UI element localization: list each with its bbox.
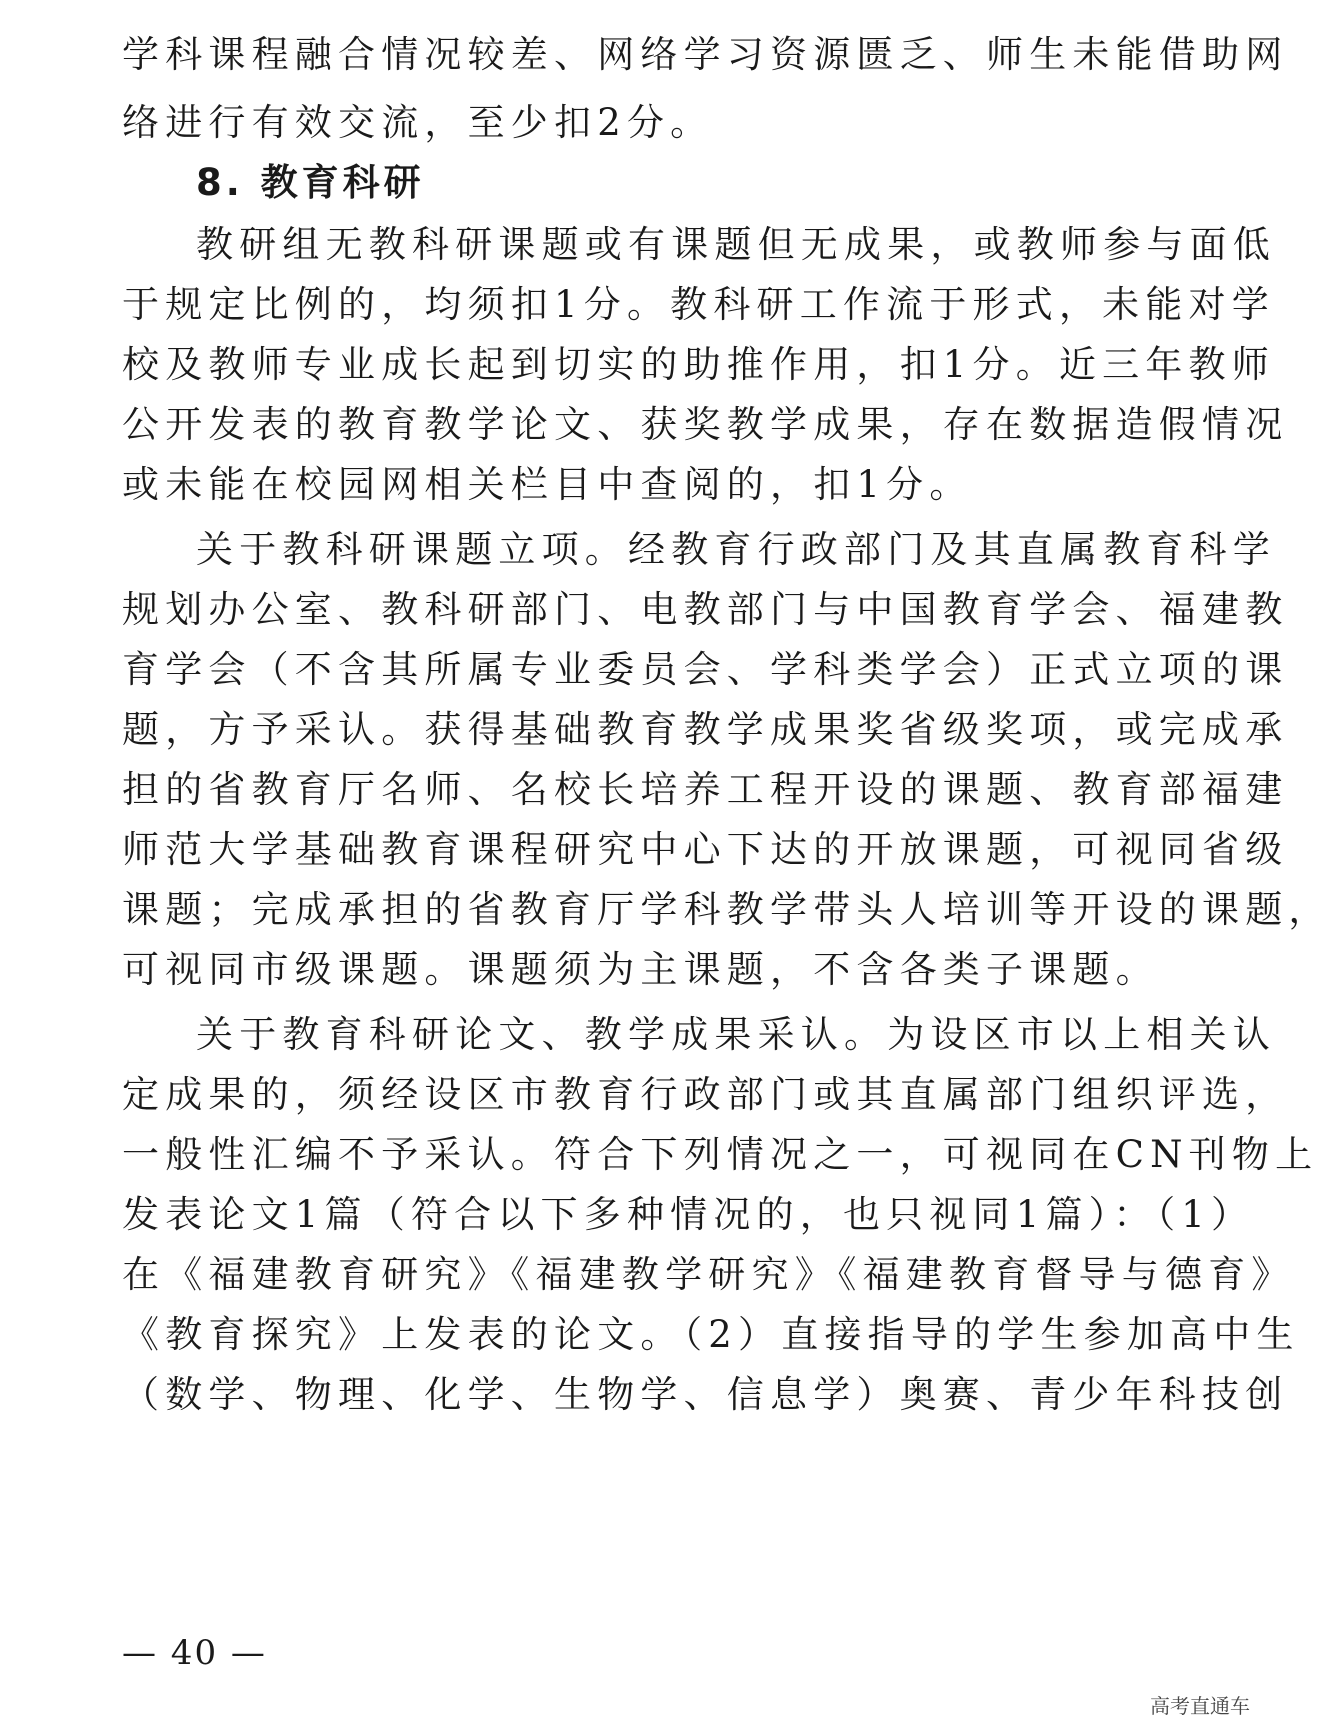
text-line: 课题；完成承担的省教育厅学科教学带头人培训等开设的课题， (122, 888, 1332, 931)
text-line: 校及教师专业成长起到切实的助推作用，扣1分。近三年教师 (122, 343, 1275, 386)
text-line: 公开发表的教育教学论文、获奖教学成果，存在数据造假情况 (122, 403, 1289, 446)
text-line: 《教育探究》上发表的论文。（2）直接指导的学生参加高中生 (122, 1313, 1300, 1356)
text-line: 定成果的，须经设区市教育行政部门或其直属部门组织评选， (122, 1073, 1289, 1116)
text-line: 规划办公室、教科研部门、电教部门与中国教育学会、福建教 (122, 588, 1289, 631)
text-line: 在《福建教育研究》《福建教学研究》《福建教育督导与德育》 (122, 1253, 1295, 1296)
text-line: 发表论文1篇（符合以下多种情况的，也只视同1篇）：（1） (122, 1193, 1255, 1236)
watermark-text: 高考直通车 (1150, 1694, 1250, 1718)
page-number: — 40 — (122, 1633, 267, 1673)
text-line: 于规定比例的，均须扣1分。教科研工作流于形式，未能对学 (122, 283, 1275, 326)
text-line: 或未能在校园网相关栏目中查阅的，扣1分。 (122, 463, 973, 506)
section-heading: 8. 教育科研 (196, 161, 425, 204)
text-line: 担的省教育厅名师、名校长培养工程开设的课题、教育部福建 (122, 768, 1289, 811)
paragraph-first-line: 教研组无教科研课题或有课题但无成果，或教师参与面低 (196, 223, 1276, 266)
text-line: 络进行有效交流，至少扣2分。 (122, 101, 714, 144)
text-line: 题，方予采认。获得基础教育教学成果奖省级奖项，或完成承 (122, 708, 1289, 751)
paragraph-first-line: 关于教科研课题立项。经教育行政部门及其直属教育科学 (196, 528, 1276, 571)
text-line: （数学、物理、化学、生物学、信息学）奥赛、青少年科技创 (122, 1373, 1289, 1416)
text-line: 育学会（不含其所属专业委员会、学科类学会）正式立项的课 (122, 648, 1289, 691)
text-line: 可视同市级课题。课题须为主课题，不含各类子课题。 (122, 948, 1159, 991)
text-line: 一般性汇编不予采认。符合下列情况之一，可视同在CN刊物上 (122, 1133, 1319, 1176)
paragraph-first-line: 关于教育科研论文、教学成果采认。为设区市以上相关认 (196, 1013, 1276, 1056)
text-line: 学科课程融合情况较差、网络学习资源匮乏、师生未能借助网 (122, 33, 1289, 76)
text-line: 师范大学基础教育课程研究中心下达的开放课题，可视同省级 (122, 828, 1289, 871)
